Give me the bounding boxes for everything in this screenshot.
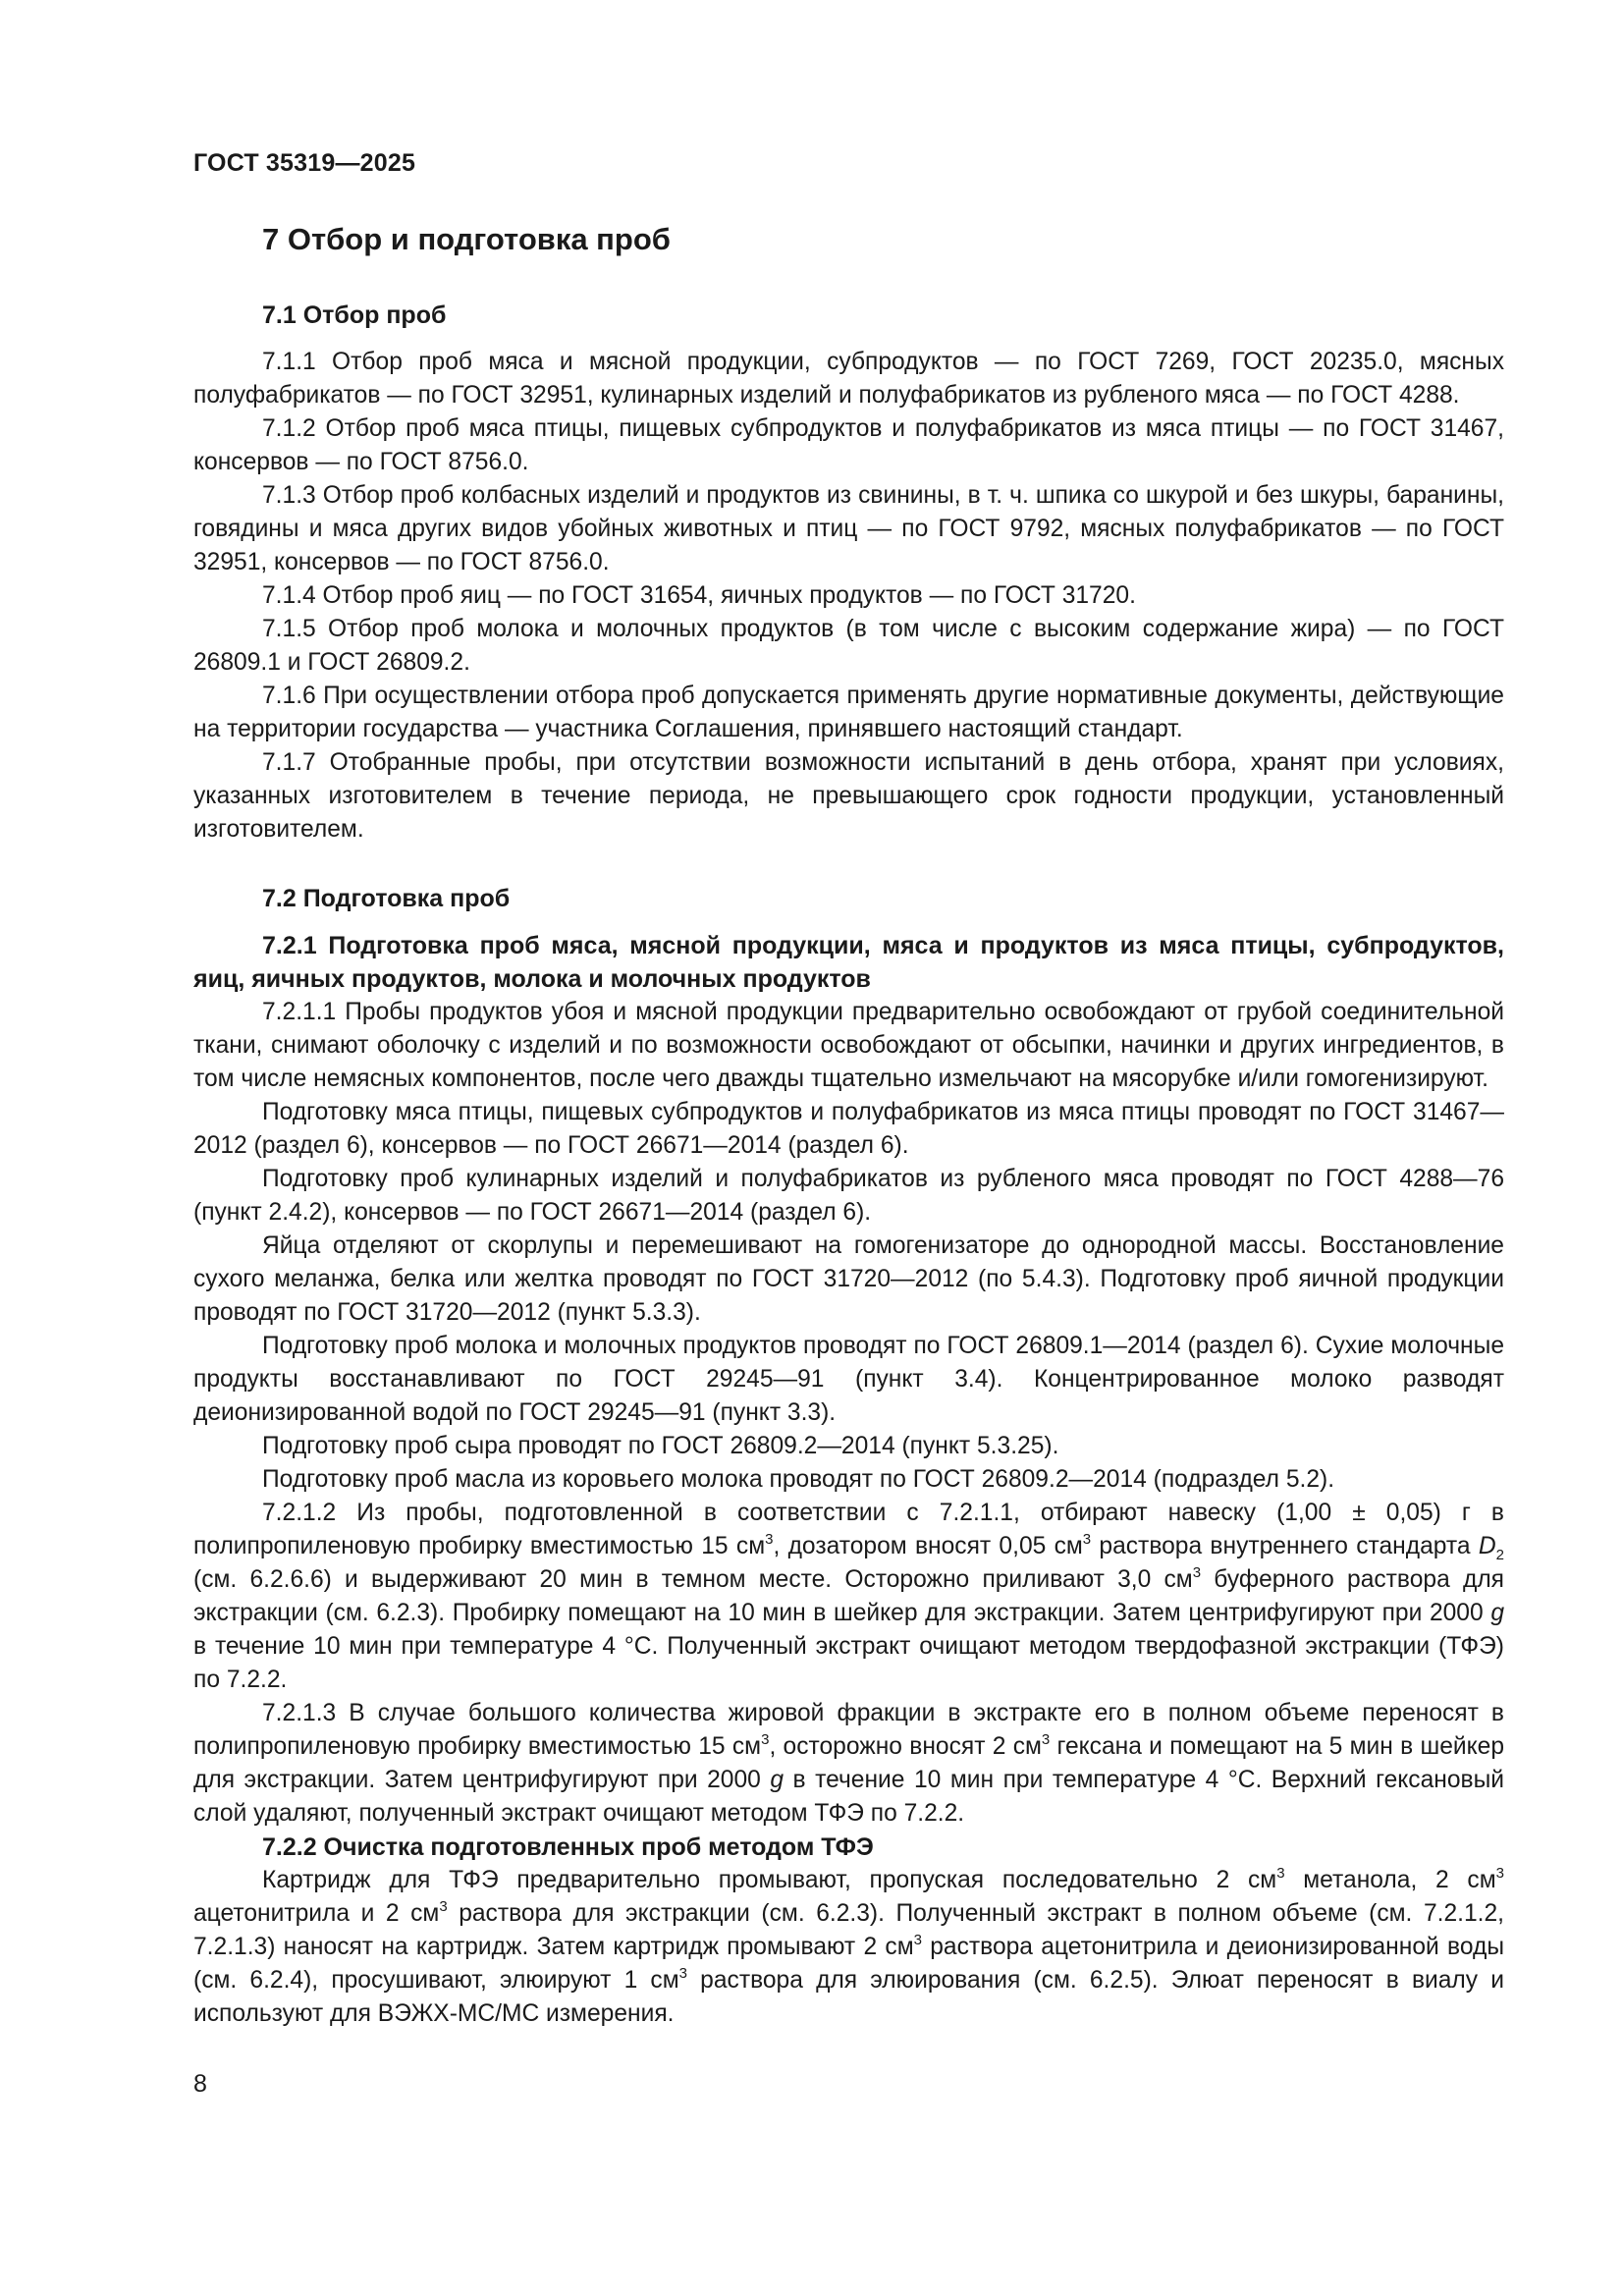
section-7-title: 7 Отбор и подготовка проб	[262, 222, 671, 256]
superscript-cube: 3	[1192, 1563, 1202, 1581]
superscript-cube: 3	[1495, 1864, 1504, 1882]
section-7-1-title: 7.1 Отбор проб	[262, 301, 447, 329]
paragraph-poultry-preparation: Подготовку мяса птицы, пищевых субпродуктов и полуфабрикатов из мяса птицы проводят по ГОСТ 31467—2012 (раздел 6), консервов — по ГОСТ 26671—2014 (раздел 6).	[193, 1099, 1504, 1159]
superscript-cube: 3	[1041, 1730, 1051, 1748]
paragraph-milk-preparation: Подготовку проб молока и молочных продуктов проводят по ГОСТ 26809.1—2014 (раздел 6). Сухие молочные продукты восстанавливают по ГОСТ 29245—91 (пункт 3.4). Концентрированное молоко разводят деионизированной водой по ГОСТ 29245—91 (пункт 3.3).	[193, 1333, 1504, 1426]
document-header: ГОСТ 35319—2025	[193, 149, 416, 177]
text-run: , дозатором вносят 0,05 см	[773, 1533, 1083, 1559]
text-run: 7.2.1.2 Из пробы, подготовленной в соответствии с 7.2.1.1, отбирают навеску (1,00 ± 0,05) г в полипропиленовую пробирку вместимостью 15 см	[193, 1500, 1504, 1559]
text-run: раствора ацетонитрила и деионизированной воды (см. 6.2.4), просушивают, элюируют 1 см	[193, 1934, 1504, 1994]
symbol-g: g	[1490, 1600, 1504, 1626]
paragraph-7-1-7: 7.1.7 Отобранные пробы, при отсутствии возможности испытаний в день отбора, хранят при условиях, указанных изготовителем в течение периода, не превышающего срок годности продукции, установленный изготовителем.	[193, 749, 1504, 843]
text-run: (см. 6.2.6.6) и выдерживают 20 мин в темном месте. Осторожно приливают 3,0 см	[193, 1566, 1193, 1593]
text-run: раствора для элюирования (см. 6.2.5). Элюат переносят в виалу и используют для ВЭЖХ-МС/МС измерения.	[193, 1967, 1504, 2027]
subscript-2: 2	[1495, 1546, 1504, 1563]
superscript-cube: 3	[678, 1964, 687, 1982]
section-7-2-title: 7.2 Подготовка проб	[262, 885, 511, 912]
superscript-cube: 3	[761, 1730, 770, 1748]
text-run: в течение 10 мин при температуре 4 °С. Полученный экстракт очищают методом твердофазной экстракции (ТФЭ) по 7.2.2.	[193, 1633, 1504, 1693]
text-run: метанола, 2 см	[1284, 1867, 1496, 1893]
superscript-cube: 3	[439, 1897, 448, 1915]
superscript-cube: 3	[1082, 1530, 1092, 1548]
paragraph-7-1-5: 7.1.5 Отбор проб молока и молочных продуктов (в том числе с высоким содержание жира) — по ГОСТ 26809.1 и ГОСТ 26809.2.	[193, 616, 1504, 676]
text-run: раствора для экстракции (см. 6.2.3). Полученный экстракт в полном объеме (см. 7.2.1.2, 7.2.1.3) наносят на картридж. Затем картридж промывают 2 см	[193, 1900, 1504, 1960]
symbol-d: D	[1478, 1533, 1496, 1559]
paragraph-eggs-preparation: Яйца отделяют от скорлупы и перемешивают на гомогенизаторе до однородной массы. Восстановление сухого меланжа, белка или желтка проводят по ГОСТ 31720—2012 (по 5.4.3). Подготовку проб яичной продукции проводят по ГОСТ 31720—2012 (пункт 5.3.3).	[193, 1232, 1504, 1326]
superscript-cube: 3	[1276, 1864, 1285, 1882]
page-content	[193, 218, 1504, 2031]
paragraph-7-2-1-3	[193, 1697, 1504, 1831]
section-7-2-2-title: 7.2.2 Очистка подготовленных проб методом ТФЭ	[262, 1833, 874, 1861]
symbol-g: g	[770, 1767, 784, 1793]
page-number: 8	[193, 2070, 207, 2098]
superscript-cube: 3	[765, 1530, 774, 1548]
paragraph-7-2-1-1: 7.2.1.1 Пробы продуктов убоя и мясной продукции предварительно освобождают от грубой соединительной ткани, снимают оболочку с изделий и по возможности освобождают от обсыпки, начинки и других ингредиентов, в том числе немясных компонентов, после чего дважды тщательно измельчают на мясорубке и/или гомогенизируют.	[193, 999, 1504, 1092]
text-run: ацетонитрила и 2 см	[193, 1900, 440, 1927]
text-run: гексана и помещают на 5 мин в шейкер для экстракции. Затем центрифугируют при 2000	[193, 1733, 1505, 1793]
paragraph-7-1-2: 7.1.2 Отбор проб мяса птицы, пищевых субпродуктов и полуфабрикатов из мяса птицы — по ГОСТ 31467, консервов — по ГОСТ 8756.0.	[193, 415, 1504, 475]
text-run: раствора внутреннего стандарта	[1091, 1533, 1479, 1559]
text-run: в течение 10 мин при температуре 4 °С. Верхний гексановый слой удаляют, полученный экстракт очищают методом ТФЭ по 7.2.2.	[193, 1767, 1505, 1827]
text-run: Картридж для ТФЭ предварительно промывают, пропуская последовательно 2 см	[262, 1867, 1277, 1893]
paragraph-7-1-4: 7.1.4 Отбор проб яиц — по ГОСТ 31654, яичных продуктов — по ГОСТ 31720.	[262, 582, 1136, 609]
paragraph-cheese-preparation: Подготовку проб сыра проводят по ГОСТ 26809.2—2014 (пункт 5.3.25).	[262, 1433, 1059, 1459]
text-run: буферного раствора для экстракции (см. 6.2.3). Пробирку помещают на 10 мин в шейкер для экстракции. Затем центрифугируют при 2000	[193, 1566, 1504, 1626]
paragraph-7-1-6: 7.1.6 При осуществлении отбора проб допускается применять другие нормативные документы, действующие на территории государства — участника Соглашения, принявшего настоящий стандарт.	[193, 683, 1504, 742]
paragraph-7-1-1: 7.1.1 Отбор проб мяса и мясной продукции, субпродуктов — по ГОСТ 7269, ГОСТ 20235.0, мясных полуфабрикатов — по ГОСТ 32951, кулинарных изделий и полуфабрикатов из рубленого мяса — по ГОСТ 4288.	[193, 349, 1504, 409]
paragraph-culinary-preparation: Подготовку проб кулинарных изделий и полуфабрикатов из рубленого мяса проводят по ГОСТ 4288—76 (пункт 2.4.2), консервов — по ГОСТ 26671—2014 (раздел 6).	[193, 1166, 1504, 1226]
superscript-cube: 3	[913, 1931, 922, 1948]
text-run: 7.2.1.3 В случае большого количества жировой фракции в экстракте его в полном объеме переносят в полипропиленовую пробирку вместимостью 15 см	[193, 1700, 1504, 1760]
paragraph-7-2-1-2	[193, 1497, 1504, 1697]
paragraph-7-2-2	[193, 1864, 1504, 2031]
paragraph-butter-preparation: Подготовку проб масла из коровьего молока проводят по ГОСТ 26809.2—2014 (подраздел 5.2).	[262, 1466, 1335, 1493]
section-7-2-1-title: 7.2.1 Подготовка проб мяса, мясной продукции, мяса и продуктов из мяса птицы, субпродуктов, яиц, яичных продуктов, молока и молочных продуктов	[193, 932, 1504, 993]
paragraph-7-1-3: 7.1.3 Отбор проб колбасных изделий и продуктов из свинины, в т. ч. шпика со шкурой и без шкуры, баранины, говядины и мяса других видов убойных животных и птиц — по ГОСТ 9792, мясных полуфабрикатов — по ГОСТ 32951, консервов — по ГОСТ 8756.0.	[193, 482, 1504, 575]
text-run: , осторожно вносят 2 см	[769, 1733, 1042, 1760]
